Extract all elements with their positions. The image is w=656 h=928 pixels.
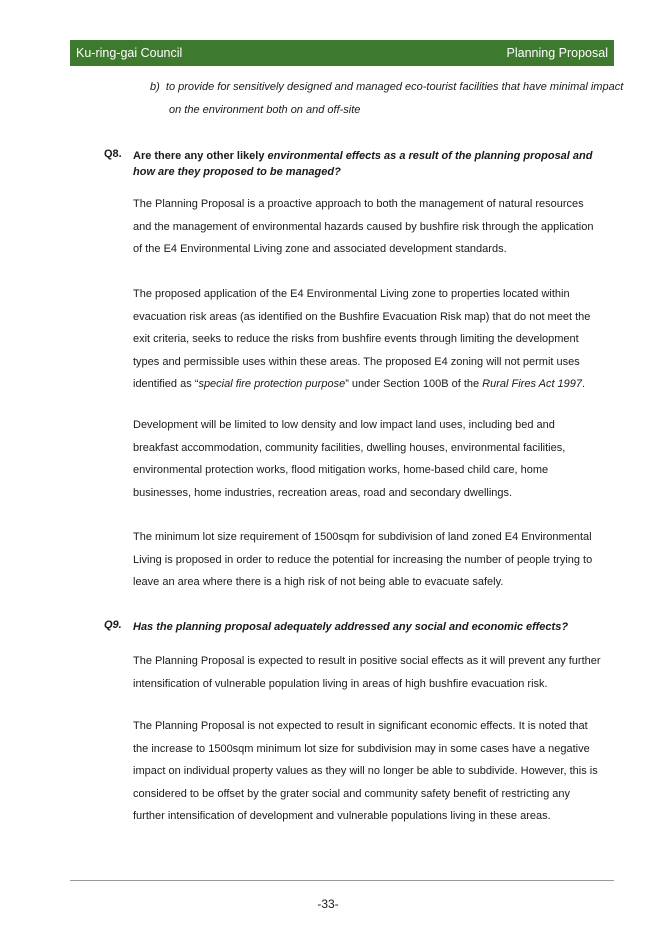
question-number-q8: Q8. — [104, 148, 122, 160]
page-number: -33- — [317, 897, 339, 911]
question-heading-q9: Has the planning proposal adequately addressed any social and economic effects? — [133, 621, 569, 633]
question-q8-plain: Are there any other likely — [133, 150, 268, 162]
q9-paragraph-2: The Planning Proposal is not expected to result in significant economic effects. It is noted that the increase to 1500sqm minimum lot size for subdivision may in some cases have a negative impact on individual property values as they will no longer be able to subdivide. However, this is considered to be offset by the grater social and community safety benefit of restricting any further intensification of development and vulnerable populations living in these areas. — [133, 720, 598, 823]
q8-paragraph-3: Development will be limited to low density and low impact land uses, including bed and breakfast accommodation, community facilities, dwelling houses, environmental facilities, environmental protection works, flood mitigation works, home-based child care, home businesses, home industries, recreation areas, road and secondary dwellings. — [133, 419, 566, 499]
question-number-q9: Q9. — [104, 619, 122, 631]
q8-paragraph-2 — [133, 283, 603, 396]
list-item-text: to provide for sensitively designed and managed eco-tourist facilities that have minimal impact on the environment both on and off-site — [165, 81, 624, 116]
header-document-title: Planning Proposal — [506, 46, 608, 60]
question-q8-italic: environmental effects as a result of the planning proposal and how are they proposed to be managed? — [133, 150, 593, 178]
q8-p2-italic-term: special fire protection purpose — [198, 378, 346, 391]
q8-p2-text-a: The proposed application of the E4 Environmental Living zone to properties located within evacuation risk areas (as identified on the Bushfire Evacuation Risk map) that do not meet the exit criteria, seeks to reduce the risks from bushfire events through limiting the development types and permissible uses within these areas. The proposed E4 zoning will not permit uses identified as “ — [133, 288, 591, 391]
q8-p2-text-b: ” under Section 100B of the — [345, 378, 483, 391]
q8-paragraph-1: The Planning Proposal is a proactive approach to both the management of natural resources and the management of environmental hazards caused by bushfire risk through the application of the E4 Environmental Living zone and associated development standards. — [133, 198, 594, 256]
q8-paragraph-4: The minimum lot size requirement of 1500sqm for subdivision of land zoned E4 Environmental Living is proposed in order to reduce the potential for increasing the number of people trying to leave an area where there is a high risk of not being able to evacuate safely. — [133, 531, 593, 589]
list-item-b — [150, 76, 629, 121]
list-item-label: b) — [150, 81, 160, 93]
q8-p2-act-name: Rural Fires Act 1997 — [482, 378, 583, 391]
header-council-name: Ku-ring-gai Council — [76, 46, 183, 60]
question-heading-q8 — [133, 148, 608, 180]
q8-p2-text-c: . — [582, 378, 586, 391]
footer-divider — [70, 880, 614, 881]
page-header-bar — [70, 40, 614, 66]
q9-paragraph-1: The Planning Proposal is expected to result in positive social effects as it will prevent any further intensification of vulnerable population living in areas of high bushfire evacuation risk. — [133, 655, 601, 690]
